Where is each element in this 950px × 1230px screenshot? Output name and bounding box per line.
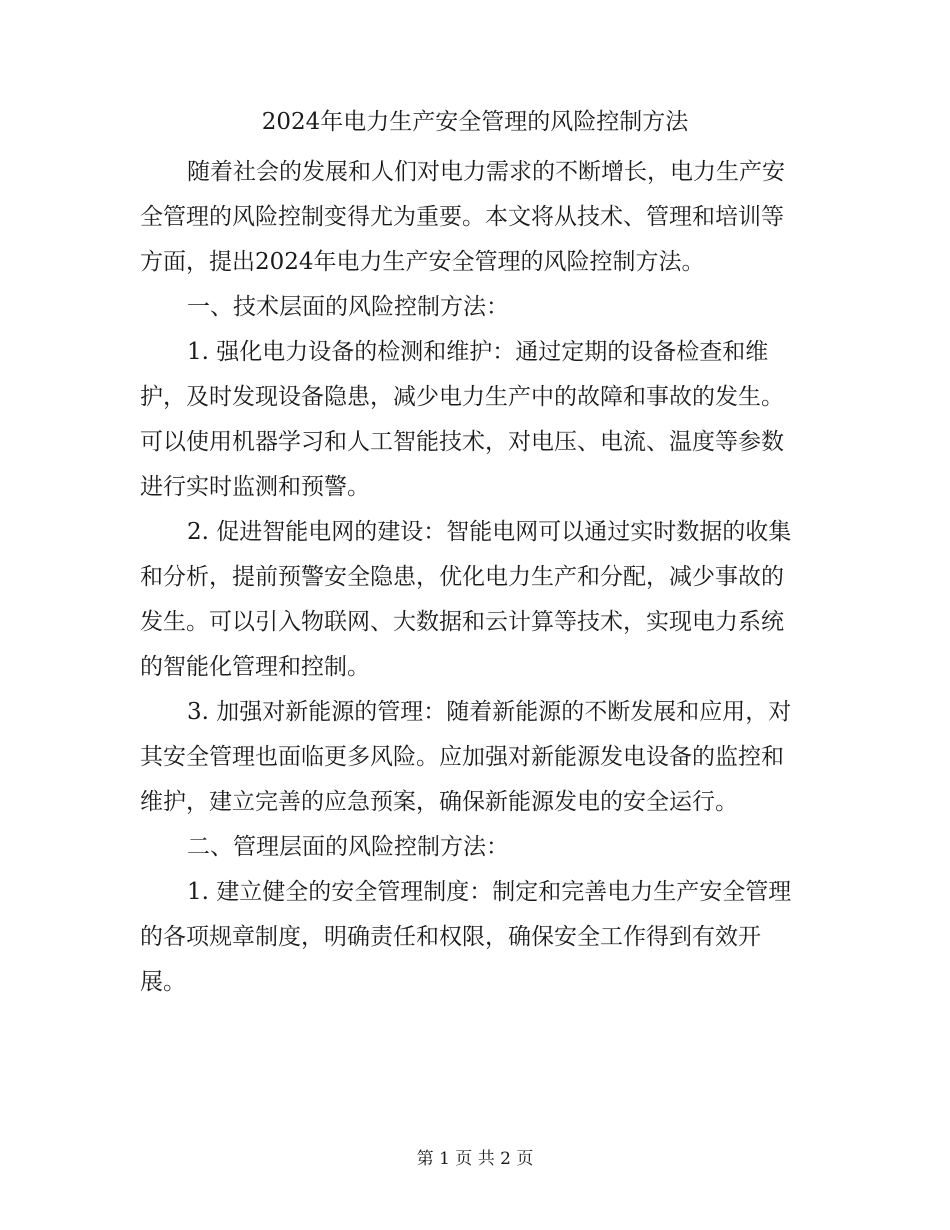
paragraph-line: 的各项规章制度，明确责任和权限，确保安全工作得到有效开 (140, 924, 761, 950)
paragraph-line: 1. 强化电力设备的检测和维护：通过定期的设备检查和维 (187, 339, 769, 365)
page-number-footer: 第 1 页 共 2 页 (416, 1149, 534, 1169)
paragraph-line: 维护，建立完善的应急预案，确保新能源发电的安全运行。 (140, 789, 738, 815)
paragraph-line: 展。 (140, 969, 186, 995)
paragraph-line: 2. 促进智能电网的建设：智能电网可以通过实时数据的收集 (187, 519, 792, 545)
paragraph-line: 和分析，提前预警安全隐患，优化电力生产和分配，减少事故的 (140, 564, 784, 590)
paragraph-line: 随着社会的发展和人们对电力需求的不断增长，电力生产安 (187, 159, 785, 185)
paragraph-line: 的智能化管理和控制。 (140, 654, 370, 680)
section-heading: 二、管理层面的风险控制方法： (187, 834, 509, 860)
paragraph-line: 其安全管理也面临更多风险。应加强对新能源发电设备的监控和 (140, 744, 784, 770)
document-title: 2024年电力生产安全管理的风险控制方法 (261, 109, 689, 135)
paragraph-line: 发生。可以引入物联网、大数据和云计算等技术，实现电力系统 (140, 609, 784, 635)
document-body (140, 150, 820, 1005)
paragraph-line: 3. 加强对新能源的管理：随着新能源的不断发展和应用，对 (187, 699, 792, 725)
paragraph-line: 护，及时发现设备隐患，减少电力生产中的故障和事故的发生。 (140, 384, 784, 410)
paragraph-line: 可以使用机器学习和人工智能技术，对电压、电流、温度等参数 (140, 429, 784, 455)
paragraph-line: 全管理的风险控制变得尤为重要。本文将从技术、管理和培训等 (140, 204, 784, 230)
paragraph-line: 1. 建立健全的安全管理制度：制定和完善电力生产安全管理 (187, 879, 792, 905)
paragraph-line: 方面，提出2024年电力生产安全管理的风险控制方法。 (140, 249, 705, 275)
section-heading: 一、技术层面的风险控制方法： (187, 294, 509, 320)
paragraph-line: 进行实时监测和预警。 (140, 474, 370, 500)
